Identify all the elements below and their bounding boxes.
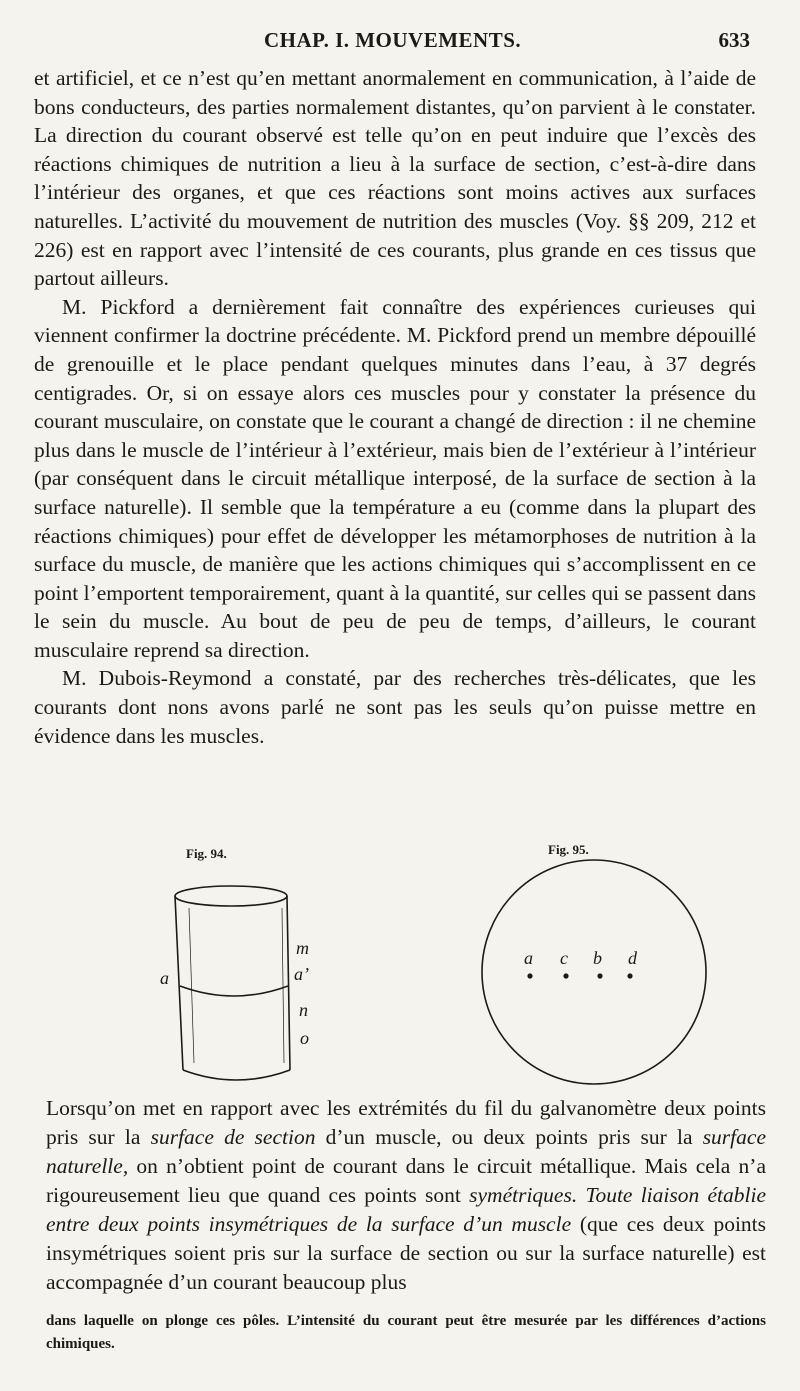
running-header: [34, 28, 756, 58]
fig-94-cylinder: [175, 886, 290, 1080]
fig-95-letter-d: d: [628, 948, 637, 968]
page-number: 633: [718, 28, 750, 52]
chapter-title: CHAP. I. MOUVEMENTS.: [264, 28, 522, 52]
fig-95-letter-c: c: [560, 948, 568, 968]
p4-part-3: on n’obtient point de courant dans le circuit métallique. Mais cela n’a rigoureusement lieu que quand ces points sont: [46, 1154, 766, 1207]
fig-94-letter-o: o: [300, 1028, 309, 1048]
fig-95-point-c: [563, 973, 568, 978]
paragraph-4: [46, 1094, 766, 1297]
p4-part-2: d’un muscle, ou deux points pris sur la: [315, 1125, 703, 1149]
fig-95-point-d: [627, 973, 632, 978]
figure-drawings: [34, 838, 756, 1096]
main-text: [34, 64, 756, 750]
fig-95-circle: [482, 860, 706, 1084]
paragraph-3: M. Dubois-Reymond a constaté, par des recherches très-délicates, que les courants dont nons avons parlé ne sont pas les seuls qu’on puisse mettre en évidence dans les muscles.: [34, 666, 756, 748]
footnote: [46, 1310, 766, 1356]
fig-95-letter-b: b: [593, 948, 602, 968]
fig-94-letter-a: a: [160, 968, 169, 988]
fig-94-letter-n: n: [299, 1000, 308, 1020]
paragraph-1: et artificiel, et ce n’est qu’en mettant anormalement en communication, à l’aide de bons conducteurs, des parties normalement distantes, qu’on parvient à le constater. La direction du courant observé est telle qu’on en peut induire que l’excès des réactions chimiques de nutrition a lieu à la surface de section, c’est-à-dire dans l’intérieur des organes, et que ces réactions sont moins actives aux surfaces naturelles. L’activité du mouvement de nutrition des muscles (Voy. §§ 209, 212 et 226) est en rapport avec l’intensité de ces courants, plus grande en ces tissus que partout ailleurs.: [34, 66, 756, 291]
fig-95-letter-a: a: [524, 948, 533, 968]
p4-part-1: Lorsqu’on met en rapport avec les extrémités du fil du galvanomètre deux points pris sur la: [46, 1096, 766, 1149]
p4-emphasis-1: surface de section: [150, 1125, 316, 1149]
p4-emphasis-2: surface naturelle,: [46, 1125, 766, 1178]
lower-text: [46, 1094, 766, 1297]
footnote-text: dans laquelle on plonge ces pôles. L’intensité du courant peut être mesurée par les différences d’actions chimiques.: [46, 1313, 766, 1352]
fig-94-label: Fig. 94.: [186, 846, 227, 861]
p4-emphasis-3: symétriques. Toute liaison établie entre deux points insymétriques de la surface d’un muscle: [46, 1183, 766, 1236]
fig-95-point-a: [527, 973, 532, 978]
paragraph-2: M. Pickford a dernièrement fait connaître des expériences curieuses qui viennent confirmer la doctrine précédente. M. Pickford prend un membre dépouillé de grenouille et le place pendant quelques minutes dans l’eau, à 37 degrés centigrades. Or, si on essaye alors ces muscles pour y constater la présence du courant musculaire, on constate que le courant a changé de direction : il ne chemine plus dans le muscle de l’intérieur à l’extérieur, mais bien de l’extérieur à l’intérieur (par conséquent dans le circuit métallique interposé, de la surface de section à la surface naturelle). Il semble que la température a eu (comme dans la plupart des réactions chimiques) pour effet de développer les métamorphoses de nutrition à la surface du muscle, de manière que les actions chimiques qui s’accomplissent en ce point l’emportent temporairement, quant à la quantité, sur celles qui se passent dans le sein du muscle. Au bout de peu de peu de temps, d’ailleurs, le courant musculaire reprend sa direction.: [34, 294, 756, 662]
p4-part-4: (que ces deux points insymétriques soient pris sur la surface de section ou sur la surface naturelle) est accompagnée d’un courant beaucoup plus: [46, 1212, 767, 1294]
fig-94-letter-a-prime: a’: [294, 964, 309, 984]
fig-95-label: Fig. 95.: [548, 842, 589, 857]
figures-row: [34, 838, 756, 1096]
fig-94-letter-m: m: [296, 938, 309, 958]
fig-95-point-b: [597, 973, 602, 978]
